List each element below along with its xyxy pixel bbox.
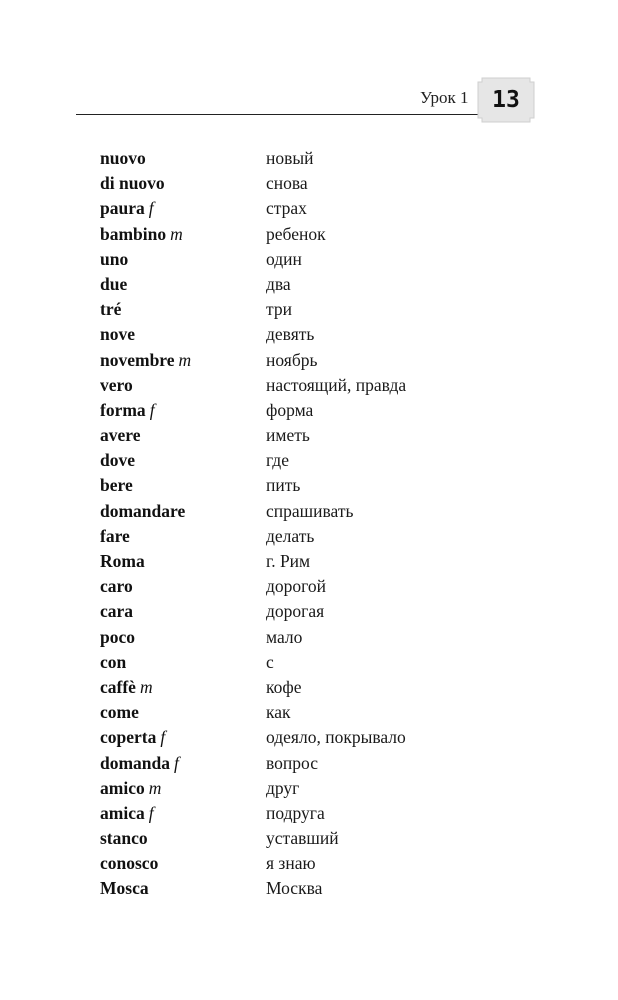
vocab-row <box>100 524 520 549</box>
russian-translation: одеяло, покрывало <box>266 727 406 748</box>
vocab-row <box>100 725 520 750</box>
italian-word-text: come <box>100 702 139 723</box>
header-rule <box>76 114 484 115</box>
italian-word-text: amica <box>100 802 145 823</box>
vocab-row <box>100 196 520 221</box>
italian-word <box>100 776 161 801</box>
russian-translation: я знаю <box>266 853 316 874</box>
italian-word-text: tré <box>100 299 122 320</box>
russian-translation: два <box>266 273 291 294</box>
vocab-row <box>100 549 520 574</box>
italian-word-text: fare <box>100 525 130 546</box>
vocab-row <box>100 876 520 901</box>
vocab-row <box>100 322 520 347</box>
italian-word <box>100 423 141 448</box>
gender-marker: f <box>148 198 154 219</box>
italian-word <box>100 675 153 700</box>
russian-translation: дорогая <box>266 601 325 622</box>
vocab-row <box>100 348 520 373</box>
italian-word <box>100 222 183 247</box>
italian-word-text: avere <box>100 425 141 446</box>
gender-marker: m <box>148 777 162 798</box>
italian-word-text: caffè <box>100 676 136 697</box>
italian-word-text: domandare <box>100 500 186 521</box>
russian-translation: друг <box>266 777 300 798</box>
vocab-row <box>100 776 520 801</box>
italian-word <box>100 599 133 624</box>
russian-translation: делать <box>266 525 315 546</box>
italian-word <box>100 171 165 196</box>
italian-word <box>100 851 158 876</box>
gender-marker: f <box>148 802 154 823</box>
italian-word <box>100 650 126 675</box>
page-number-tab <box>476 76 536 124</box>
italian-word-text: uno <box>100 248 129 269</box>
italian-word-text: Roma <box>100 551 145 571</box>
vocab-row <box>100 373 520 398</box>
italian-word-text: nuovo <box>100 148 146 168</box>
italian-word <box>100 876 149 901</box>
italian-word-text: poco <box>100 626 135 647</box>
italian-word <box>100 549 145 574</box>
russian-translation: три <box>266 299 292 320</box>
vocab-row <box>100 599 520 624</box>
vocab-row <box>100 499 520 524</box>
italian-word <box>100 751 179 776</box>
vocab-row <box>100 675 520 700</box>
vocab-row <box>100 247 520 272</box>
italian-word <box>100 473 133 498</box>
italian-word-text: due <box>100 273 128 294</box>
russian-translation: спрашивать <box>266 500 354 521</box>
russian-translation: кофе <box>266 676 302 697</box>
italian-word <box>100 322 135 347</box>
vocab-row <box>100 272 520 297</box>
russian-translation: мало <box>266 626 303 647</box>
italian-word <box>100 297 121 322</box>
page-number: 13 <box>492 87 520 113</box>
russian-translation: настоящий, правда <box>266 374 407 395</box>
italian-word <box>100 574 133 599</box>
lesson-label: Урок 1 <box>420 88 469 107</box>
vocab-row <box>100 448 520 473</box>
italian-word <box>100 700 139 725</box>
russian-translation: как <box>266 702 291 723</box>
italian-word-text: domanda <box>100 752 171 773</box>
italian-word <box>100 499 185 524</box>
russian-translation: один <box>266 248 302 269</box>
vocab-row <box>100 146 520 171</box>
italian-word-text: bambino <box>100 223 167 244</box>
italian-word <box>100 826 148 851</box>
russian-translation: форма <box>266 399 314 420</box>
russian-translation: Москва <box>266 878 323 899</box>
gender-marker: m <box>170 223 183 244</box>
italian-word <box>100 725 165 750</box>
italian-word <box>100 272 127 297</box>
italian-word <box>100 348 191 373</box>
italian-word <box>100 625 135 650</box>
italian-word <box>100 146 146 171</box>
italian-word-text: bere <box>100 475 133 496</box>
italian-word <box>100 448 135 473</box>
russian-translation: подруга <box>266 802 325 823</box>
vocab-row <box>100 826 520 851</box>
vocab-row <box>100 574 520 599</box>
russian-translation: иметь <box>266 425 310 446</box>
vocab-row <box>100 801 520 826</box>
italian-word-text: nove <box>100 324 135 345</box>
vocab-row <box>100 700 520 725</box>
vocab-row <box>100 625 520 650</box>
russian-translation: вопрос <box>266 752 318 773</box>
vocab-row <box>100 171 520 196</box>
vocab-row <box>100 423 520 448</box>
italian-word <box>100 196 154 221</box>
italian-word-text: di nuovo <box>100 173 165 194</box>
vocab-row <box>100 473 520 498</box>
russian-translation: страх <box>266 198 307 219</box>
russian-translation: дорогой <box>266 576 327 597</box>
gender-marker: f <box>149 399 155 420</box>
vocab-row <box>100 297 520 322</box>
russian-translation: пить <box>266 475 301 496</box>
vocab-row <box>100 650 520 675</box>
italian-word <box>100 801 154 826</box>
italian-word-text: conosco <box>100 853 159 874</box>
italian-word-text: Mosca <box>100 878 149 899</box>
italian-word-text: caro <box>100 576 133 597</box>
russian-translation: г. Рим <box>266 551 311 571</box>
gender-marker: f <box>160 727 166 748</box>
italian-word <box>100 398 155 423</box>
vocabulary-list <box>100 146 520 902</box>
italian-word-text: stanco <box>100 828 148 849</box>
russian-translation: новый <box>266 148 314 168</box>
russian-translation: уставший <box>266 828 339 849</box>
italian-word-text: paura <box>100 198 145 219</box>
russian-translation: снова <box>266 173 308 194</box>
italian-word-text: vero <box>100 374 133 395</box>
vocab-row <box>100 222 520 247</box>
italian-word <box>100 373 133 398</box>
russian-translation: с <box>266 651 274 672</box>
gender-marker: m <box>139 676 153 697</box>
italian-word-text: con <box>100 651 127 672</box>
gender-marker: f <box>174 752 179 773</box>
vocab-row <box>100 398 520 423</box>
russian-translation: где <box>266 450 289 471</box>
russian-translation: ноябрь <box>266 349 318 370</box>
italian-word-text: novembre <box>100 349 175 370</box>
italian-word-text: forma <box>100 399 146 420</box>
vocab-row <box>100 751 520 776</box>
vocab-row <box>100 851 520 876</box>
russian-translation: ребенок <box>266 223 326 244</box>
italian-word-text: coperta <box>100 727 157 748</box>
gender-marker: m <box>178 349 192 370</box>
italian-word-text: dove <box>100 450 135 471</box>
russian-translation: девять <box>266 324 315 345</box>
italian-word <box>100 524 130 549</box>
italian-word-text: cara <box>100 601 134 622</box>
italian-word-text: amico <box>100 777 145 798</box>
italian-word <box>100 247 128 272</box>
